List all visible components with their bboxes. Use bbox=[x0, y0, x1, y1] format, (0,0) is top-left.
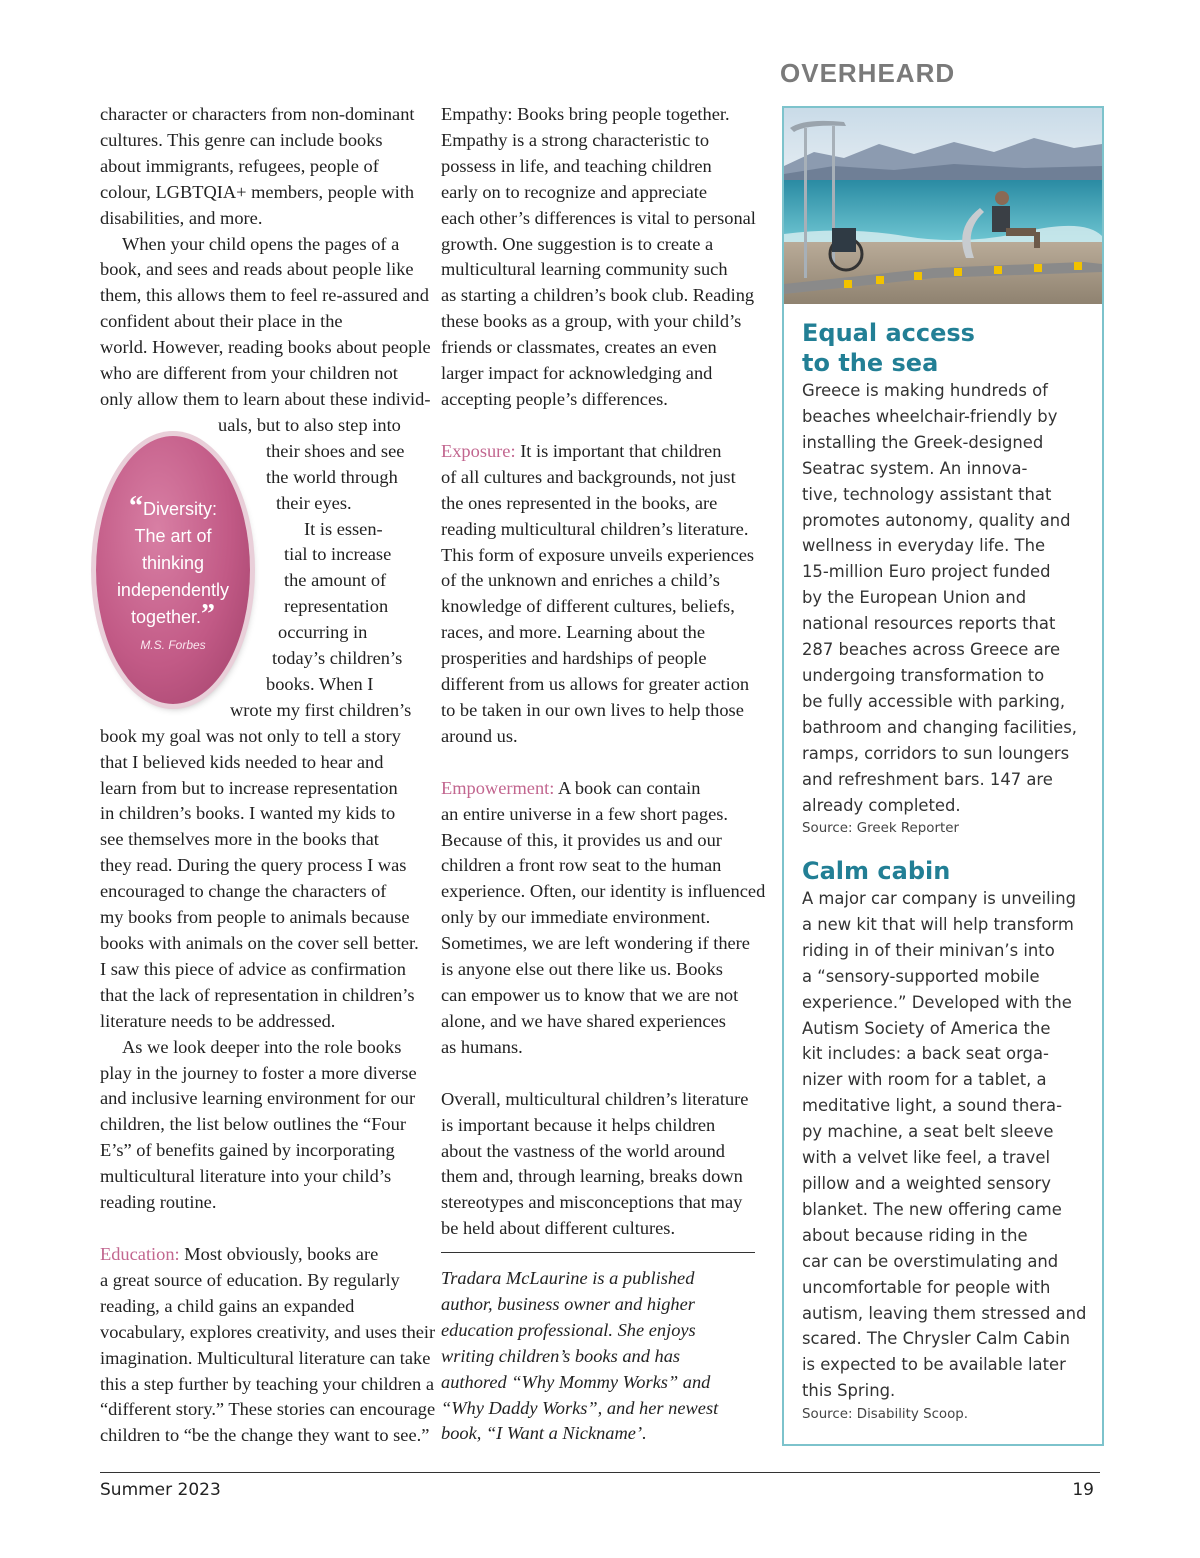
text-line: their shoes and see bbox=[266, 440, 405, 461]
text-line: as humans. bbox=[441, 1036, 523, 1057]
text-line: the amount of bbox=[284, 570, 387, 591]
text-line: that I believed kids needed to hear and bbox=[100, 751, 384, 772]
paragraph bbox=[100, 1035, 418, 1216]
text-line: these books as a group, with your child’s bbox=[441, 311, 742, 332]
text-line: by the European Union and bbox=[802, 588, 1027, 608]
empathy-paragraph bbox=[441, 102, 756, 413]
text-line: scared. The Chrysler Calm Cabin bbox=[802, 1329, 1071, 1349]
section-heading: Calm cabin bbox=[802, 857, 951, 885]
text-line: about because riding in the bbox=[802, 1225, 1028, 1245]
text-line: Empathy is a strong characteristic to bbox=[441, 129, 710, 150]
text-line: multicultural learning community such bbox=[441, 259, 728, 280]
text-line: about the vastness of the world around bbox=[441, 1140, 725, 1161]
text-line: Autism Society of America the bbox=[802, 1018, 1051, 1038]
text-line: this a step further by teaching your children a bbox=[100, 1373, 434, 1394]
text-line: writing children’s books and has bbox=[441, 1345, 681, 1366]
quote-line: thinking bbox=[141, 553, 205, 573]
text-line: experience.” Developed with the bbox=[802, 992, 1072, 1012]
text-line: that the lack of representation in children’s bbox=[100, 984, 415, 1005]
text-line: children to “be the change they want to see.” bbox=[100, 1425, 430, 1446]
text-line: This form of exposure unveils experiences bbox=[441, 544, 755, 565]
text-line: book, “I Want a Nickname’. bbox=[441, 1423, 647, 1444]
text-line: meditative light, a sound thera- bbox=[802, 1096, 1063, 1116]
text-line: alone, and we have shared experiences bbox=[441, 1010, 726, 1031]
text-line: the ones represented in the books, are bbox=[441, 492, 718, 513]
text-line: riding in of their minivan’s into bbox=[802, 940, 1055, 960]
text-line: experience. Often, our identity is influenced bbox=[441, 881, 766, 902]
calm-cabin-section bbox=[802, 856, 1092, 1426]
text-line: learn from but to increase representation bbox=[100, 777, 398, 798]
text-line: colour, LGBTQIA+ members, people with bbox=[100, 181, 415, 202]
text-line: When your child opens the pages of a bbox=[122, 233, 400, 254]
education-paragraph bbox=[100, 1242, 436, 1449]
text-line: representation bbox=[284, 596, 389, 617]
text-line: different from us allows for greater action bbox=[441, 674, 750, 695]
text-line: stereotypes and misconceptions that may bbox=[441, 1192, 743, 1213]
source-credit: Source: Disability Scoop. bbox=[802, 1407, 969, 1423]
exposure-term: Exposure: bbox=[441, 440, 516, 461]
text-line: author, business owner and higher bbox=[441, 1293, 695, 1314]
beach-wheelchair-image bbox=[784, 108, 1102, 304]
text-line: book, and sees and reads about people like bbox=[100, 259, 414, 280]
text-line: py machine, a seat belt sleeve bbox=[802, 1122, 1054, 1142]
page-number: 19 bbox=[1072, 1480, 1094, 1500]
text-line: imagination. Multicultural literature can take bbox=[100, 1347, 431, 1368]
text-line: this Spring. bbox=[802, 1381, 896, 1401]
text-line: national resources reports that bbox=[802, 614, 1056, 634]
text-line: my books from people to animals because bbox=[100, 907, 410, 928]
text-line: about immigrants, refugees, people of bbox=[100, 155, 379, 176]
text-line: “different story.” These stories can encourage bbox=[100, 1399, 436, 1420]
quote-line: The art of bbox=[134, 526, 212, 546]
text-line: today’s children’s bbox=[272, 648, 403, 669]
text-line: children, the list below outlines the “Four bbox=[100, 1114, 406, 1135]
text-line: Greece is making hundreds of bbox=[802, 381, 1048, 400]
text-line: cultures. This genre can include books bbox=[100, 129, 383, 150]
text-line: reading multicultural children’s literature. bbox=[441, 518, 749, 539]
heading-line: to the sea bbox=[802, 349, 939, 377]
text-line: “Why Daddy Works”, and her newest bbox=[441, 1397, 719, 1418]
section-body bbox=[802, 378, 1092, 818]
issue-label: Summer 2023 bbox=[100, 1480, 221, 1500]
text-line: autism, leaving them stressed and bbox=[802, 1303, 1087, 1323]
text-line: the world through bbox=[266, 466, 398, 487]
open-quote-icon: “ bbox=[128, 491, 143, 522]
text-line: A major car company is unveiling bbox=[802, 889, 1077, 908]
text-line: them and, through learning, breaks down bbox=[441, 1166, 743, 1187]
text-line: encouraged to change the characters of bbox=[100, 881, 387, 902]
pull-quote-author: M.S. Forbes bbox=[140, 638, 206, 652]
text-line: It is essen- bbox=[304, 518, 383, 539]
text-line: friends or classmates, creates an even bbox=[441, 337, 717, 358]
education-term: Education: bbox=[100, 1243, 180, 1264]
beach-photo bbox=[784, 108, 1102, 304]
text-line: them, this allows them to feel re-assured and bbox=[100, 285, 429, 306]
text-line: kit includes: a back seat orga- bbox=[802, 1044, 1049, 1064]
text-line: is expected to be available later bbox=[802, 1355, 1066, 1375]
section-heading bbox=[802, 318, 1092, 378]
empathy-term: Empathy: bbox=[441, 104, 513, 124]
overall-paragraph bbox=[441, 1087, 753, 1242]
text-line: is anyone else out there like us. Books bbox=[441, 959, 723, 980]
pull-quote-text bbox=[96, 491, 250, 631]
text-line: a great source of education. By regularly bbox=[100, 1269, 400, 1290]
text-line: is important because it helps children bbox=[441, 1114, 716, 1135]
text-line: of all cultures and backgrounds, not just bbox=[441, 466, 736, 487]
quote-line: Diversity: bbox=[142, 499, 217, 519]
text-line: early on to recognize and appreciate bbox=[441, 181, 708, 202]
exposure-paragraph bbox=[441, 439, 753, 750]
text-line: nizer with room for a tablet, a bbox=[802, 1070, 1047, 1090]
text-line: an entire universe in a few short pages. bbox=[441, 803, 728, 824]
text-line: accepting people’s differences. bbox=[441, 388, 668, 409]
text-line: knowledge of different cultures, beliefs, bbox=[441, 596, 735, 617]
source-credit: Source: Greek Reporter bbox=[802, 821, 959, 837]
text-line: authored “Why Mommy Works” and bbox=[441, 1371, 711, 1392]
text-line: books. When I bbox=[266, 673, 374, 694]
text-line: confident about their place in the bbox=[100, 311, 343, 332]
text-line: in children’s books. I wanted my kids to bbox=[100, 803, 396, 824]
text-line: occurring in bbox=[278, 622, 368, 643]
heading-line: Equal access bbox=[802, 319, 975, 347]
empowerment-paragraph bbox=[441, 776, 766, 1061]
article-column-2 bbox=[441, 102, 766, 1242]
text-line: book my goal was not only to tell a story bbox=[100, 725, 401, 746]
text-line: they read. During the query process I was bbox=[100, 855, 407, 876]
text-line: be fully accessible with parking, bbox=[802, 691, 1066, 711]
text-line: already completed. bbox=[802, 795, 961, 815]
text-line: As we look deeper into the role books bbox=[122, 1036, 402, 1057]
text-line: car can be overstimulating and bbox=[802, 1251, 1059, 1271]
text-line: a “sensory-supported mobile bbox=[802, 966, 1040, 986]
text-line: races, and more. Learning about the bbox=[441, 622, 705, 643]
text-line: their eyes. bbox=[276, 492, 352, 513]
text-line: books with animals on the cover sell better. bbox=[100, 933, 419, 953]
text-line: prosperities and hardships of people bbox=[441, 648, 707, 669]
text-line: around us. bbox=[441, 725, 518, 746]
text-line: vocabulary, explores creativity, and uses their bbox=[100, 1321, 436, 1342]
text-line: beaches wheelchair-friendly by bbox=[802, 406, 1058, 426]
text-line: Seatrac system. An innova- bbox=[802, 458, 1028, 478]
text-line: who are different from your children not bbox=[100, 363, 398, 384]
text-line: be held about different cultures. bbox=[441, 1218, 676, 1239]
text-line: see themselves more in the books that bbox=[100, 829, 379, 850]
text-line: 15-million Euro project funded bbox=[802, 562, 1051, 582]
empowerment-term: Empowerment: bbox=[441, 777, 555, 798]
quote-line: independently bbox=[116, 580, 230, 600]
text-line: only by our immediate environment. bbox=[441, 907, 711, 928]
text-line: character or characters from non-dominant bbox=[100, 104, 415, 124]
text-line: multicultural literature into your child’s bbox=[100, 1166, 392, 1187]
text-line: a new kit that will help transform bbox=[802, 914, 1074, 934]
text-line: disabilities, and more. bbox=[100, 207, 263, 228]
text-line: world. However, reading books about people bbox=[100, 337, 431, 358]
text-line: each other’s differences is vital to personal bbox=[441, 207, 756, 228]
text-line: with a velvet like feel, a travel bbox=[802, 1148, 1051, 1168]
footer-divider bbox=[100, 1472, 1100, 1473]
text-line: 287 beaches across Greece are bbox=[802, 640, 1061, 660]
text-line: possess in life, and teaching children bbox=[441, 155, 712, 176]
text-line: and refreshment bars. 147 are bbox=[802, 769, 1053, 789]
text-line: growth. One suggestion is to create a bbox=[441, 233, 714, 254]
close-quote-icon: ” bbox=[201, 599, 216, 630]
article-column-1 bbox=[100, 102, 436, 1449]
equal-access-section bbox=[802, 318, 1092, 840]
text-line: A book can contain bbox=[557, 777, 701, 798]
text-line: wellness in everyday life. The bbox=[802, 536, 1046, 556]
text-line: Tradara McLaurine is a published bbox=[441, 1268, 695, 1288]
text-line: as starting a children’s book club. Reading bbox=[441, 285, 755, 306]
text-line: promotes autonomy, quality and bbox=[802, 510, 1071, 530]
text-line: larger impact for acknowledging and bbox=[441, 363, 713, 384]
text-line: of the unknown and enriches a child’s bbox=[441, 570, 720, 591]
text-line: tial to increase bbox=[284, 544, 392, 565]
text-line: E’s” of benefits gained by incorporating bbox=[100, 1140, 395, 1161]
text-line: uncomfortable for people with bbox=[802, 1277, 1051, 1297]
text-line: and inclusive learning environment for our bbox=[100, 1088, 416, 1109]
section-label: OVERHEARD bbox=[780, 58, 956, 88]
text-line: Books bring people together. bbox=[517, 104, 730, 124]
text-line: Sometimes, we are left wondering if there bbox=[441, 933, 750, 954]
text-line: only allow them to learn about these individ- bbox=[100, 388, 431, 409]
text-line: ramps, corridors to sun loungers bbox=[802, 743, 1070, 763]
text-line: wrote my first children’s bbox=[230, 699, 412, 720]
text-line: bathroom and changing facilities, bbox=[802, 717, 1078, 737]
section-body bbox=[802, 886, 1092, 1404]
text-line: Most obviously, books are bbox=[184, 1243, 379, 1264]
text-line: undergoing transformation to bbox=[802, 665, 1045, 685]
paragraph bbox=[100, 102, 418, 232]
text-line: can empower us to know that we are not bbox=[441, 985, 739, 1005]
text-line: It is important that children bbox=[520, 440, 722, 461]
text-line: installing the Greek-designed bbox=[802, 432, 1044, 452]
text-line: literature needs to be addressed. bbox=[100, 1010, 336, 1031]
author-bio bbox=[441, 1266, 753, 1447]
text-line: Overall, multicultural children’s literature bbox=[441, 1088, 749, 1109]
divider bbox=[441, 1252, 755, 1253]
sidebar-box bbox=[782, 106, 1104, 1446]
text-line: Because of this, it provides us and our bbox=[441, 829, 722, 850]
text-line: tive, technology assistant that bbox=[802, 484, 1052, 504]
text-line: uals, but to also step into bbox=[218, 414, 401, 435]
text-line: play in the journey to foster a more diverse bbox=[100, 1062, 417, 1083]
text-line: I saw this piece of advice as confirmation bbox=[100, 958, 406, 979]
text-line: reading routine. bbox=[100, 1192, 217, 1213]
text-line: pillow and a weighted sensory bbox=[802, 1173, 1051, 1193]
text-line: blanket. The new offering came bbox=[802, 1199, 1062, 1219]
pull-quote-bubble bbox=[96, 436, 250, 704]
text-line: children a front row seat to the human bbox=[441, 855, 722, 876]
text-line: education professional. She enjoys bbox=[441, 1319, 696, 1340]
text-line: to be taken in our own lives to help those bbox=[441, 699, 744, 720]
text-line: reading, a child gains an expanded bbox=[100, 1295, 355, 1316]
quote-line: together. bbox=[130, 607, 202, 627]
